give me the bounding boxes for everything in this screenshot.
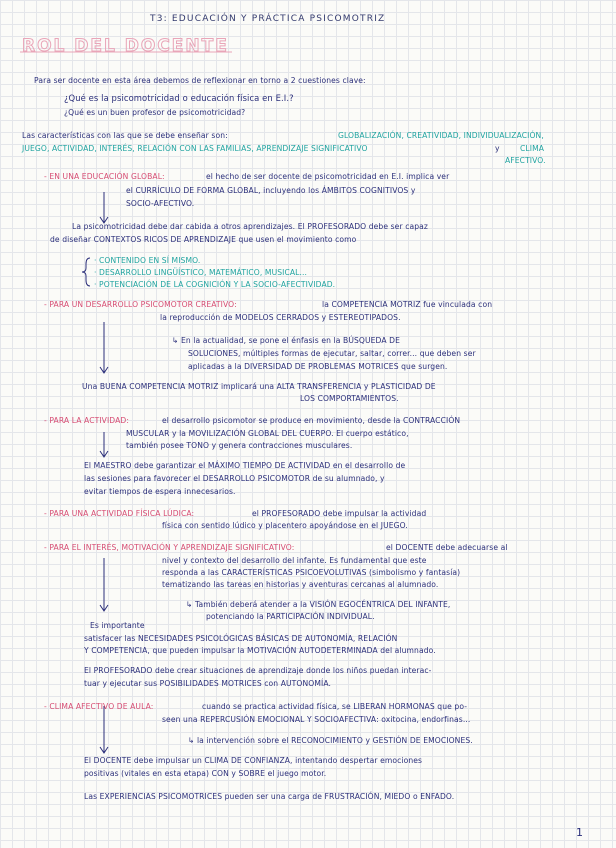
features-connector: y	[495, 144, 500, 153]
body-line: potenciando la PARTICIPACIÓN INDIVIDUAL.	[206, 612, 375, 621]
arrow-icon	[100, 322, 108, 373]
question-2: ¿Qué es un buen profesor de psicomotricidad?	[64, 108, 246, 117]
intro-line: Para ser docente en esta área debemos de reflexionar en torno a 2 cuestiones clave:	[34, 76, 366, 85]
features-list: CLIMA	[520, 144, 545, 153]
features-list: GLOBALIZACIÓN, CREATIVIDAD, INDIVIDUALIZACIÓN,	[338, 131, 544, 140]
subheading: - CLIMA AFECTIVO DE AULA:	[44, 702, 154, 711]
body-line: responda a las CARACTERÍSTICAS PSICOEVOLUTIVAS (simbolismo y fantasía)	[162, 568, 461, 577]
body-line: tuar y ejecutar sus POSIBILIDADES MOTRICES con AUTONOMÍA.	[84, 679, 332, 688]
body-line: ↳ También deberá atender a la VISIÓN EGOCÉNTRICA DEL INFANTE,	[186, 600, 451, 609]
body-line: El PROFESORADO debe crear situaciones de aprendizaje donde los niños puedan interac-	[84, 666, 432, 675]
page-title: T3: EDUCACIÓN Y PRÁCTICA PSICOMOTRIZ	[150, 14, 386, 24]
body-line: SOCIO-AFECTIVO.	[126, 199, 195, 208]
section-heading: ROL DEL DOCENTE	[22, 36, 229, 56]
arrow-icon	[100, 192, 108, 223]
body-line: cuando se practica actividad física, se LIBERAN HORMONAS que po-	[202, 702, 468, 711]
subheading: - PARA UNA ACTIVIDAD FÍSICA LÚDICA:	[44, 509, 195, 518]
body-line: el CURRÍCULO DE FORMA GLOBAL, incluyendo los ÁMBITOS COGNITIVOS y	[126, 186, 416, 195]
body-line: el hecho de ser docente de psicomotricidad en E.I. implica ver	[206, 172, 450, 181]
body-line: Es importante	[90, 621, 145, 630]
body-line: evitar tiempos de espera innecesarios.	[84, 487, 236, 496]
arrow-icon	[100, 558, 108, 611]
body-line: satisfacer las NECESIDADES PSICOLÓGICAS BÁSICAS DE AUTONOMÍA, RELACIÓN	[84, 634, 398, 643]
body-line: el desarrollo psicomotor se produce en movimiento, desde la CONTRACCIÓN	[162, 416, 461, 425]
question-1: ¿Qué es la psicomotricidad o educación física en E.I.?	[64, 93, 294, 103]
body-line: tematizando las tareas en historias y aventuras cercanas al alumnado.	[162, 580, 439, 589]
bullet-item: · DESARROLLO LINGÜÍSTICO, MATEMÁTICO, MUSICAL...	[94, 268, 308, 277]
body-line: Una BUENA COMPETENCIA MOTRIZ implicará una ALTA TRANSFERENCIA y PLASTICIDAD DE	[82, 382, 436, 391]
body-line: Las EXPERIENCIAS PSICOMOTRICES pueden ser una carga de FRUSTRACIÓN, MIEDO o ENFADO.	[84, 792, 455, 801]
body-line: El MAESTRO debe garantizar el MÁXIMO TIEMPO DE ACTIVIDAD en el desarrollo de	[84, 461, 406, 470]
body-line: MUSCULAR y la MOVILIZACIÓN GLOBAL DEL CUERPO. El cuerpo estático,	[126, 429, 409, 438]
body-line: SOLUCIONES, múltiples formas de ejecutar, saltar, correr... que deben ser	[188, 349, 476, 358]
features-list: AFECTIVO.	[505, 156, 546, 165]
subheading: - PARA LA ACTIVIDAD:	[44, 416, 130, 425]
body-line: la COMPETENCIA MOTRIZ fue vinculada con	[322, 300, 493, 309]
body-line: física con sentido lúdico y placentero apoyándose en el JUEGO.	[162, 521, 408, 530]
arrow-icon	[100, 706, 108, 753]
body-line: aplicadas a la DIVERSIDAD DE PROBLEMAS MOTRICES que surgen.	[188, 362, 448, 371]
body-line: positivas (vitales en esta etapa) CON y SOBRE el juego motor.	[84, 769, 327, 778]
subheading: - PARA EL INTERÉS, MOTIVACIÓN Y APRENDIZAJE SIGNIFICATIVO:	[44, 543, 295, 552]
body-line: ↳ la intervención sobre el RECONOCIMIENTO y GESTIÓN DE EMOCIONES.	[188, 736, 473, 745]
body-line: la reproducción de MODELOS CERRADOS y ESTEREOTIPADOS.	[160, 313, 401, 322]
body-line: el DOCENTE debe adecuarse al	[386, 543, 508, 552]
body-line: La psicomotricidad debe dar cabida a otros aprendizajes. El PROFESORADO debe ser capaz	[72, 222, 428, 231]
features-list: JUEGO, ACTIVIDAD, INTERÉS, RELACIÓN CON LAS FAMILIAS, APRENDIZAJE SIGNIFICATIVO	[22, 144, 368, 153]
body-line: ↳ En la actualidad, se pone el énfasis en la BÚSQUEDA DE	[172, 336, 401, 345]
bullet-item: · POTENCIACIÓN DE LA COGNICIÓN Y LA SOCIO-AFECTIVIDAD.	[94, 280, 336, 289]
bullet-item: · CONTENIDO EN SÍ MISMO.	[94, 256, 201, 265]
page-number: 1	[576, 826, 583, 839]
body-line: seen una REPERCUSIÓN EMOCIONAL Y SOCIOAFECTIVA: oxitocina, endorfinas...	[162, 715, 471, 724]
features-label: Las características con las que se debe enseñar son:	[22, 131, 228, 140]
arrow-icon	[100, 432, 108, 457]
body-line: de diseñar CONTEXTOS RICOS DE APRENDIZAJE que usen el movimiento como	[50, 235, 357, 244]
body-line: LOS COMPORTAMIENTOS.	[300, 394, 399, 403]
body-line: el PROFESORADO debe impulsar la actividad	[252, 509, 427, 518]
body-line: también posee TONO y genera contracciones musculares.	[126, 441, 353, 450]
body-line: El DOCENTE debe impulsar un CLIMA DE CONFIANZA, intentando despertar emociones	[84, 756, 423, 765]
body-line: Y COMPETENCIA, que pueden impulsar la MOTIVACIÓN AUTODETERMINADA del alumnado.	[84, 646, 436, 655]
brace-icon	[82, 258, 90, 286]
body-line: las sesiones para favorecer el DESARROLLO PSICOMOTOR de su alumnado, y	[84, 474, 385, 483]
body-line: nivel y contexto del desarrollo del infante. Es fundamental que este	[162, 556, 427, 565]
subheading: - EN UNA EDUCACIÓN GLOBAL:	[44, 172, 165, 181]
subheading: - PARA UN DESARROLLO PSICOMOTOR CREATIVO:	[44, 300, 237, 309]
